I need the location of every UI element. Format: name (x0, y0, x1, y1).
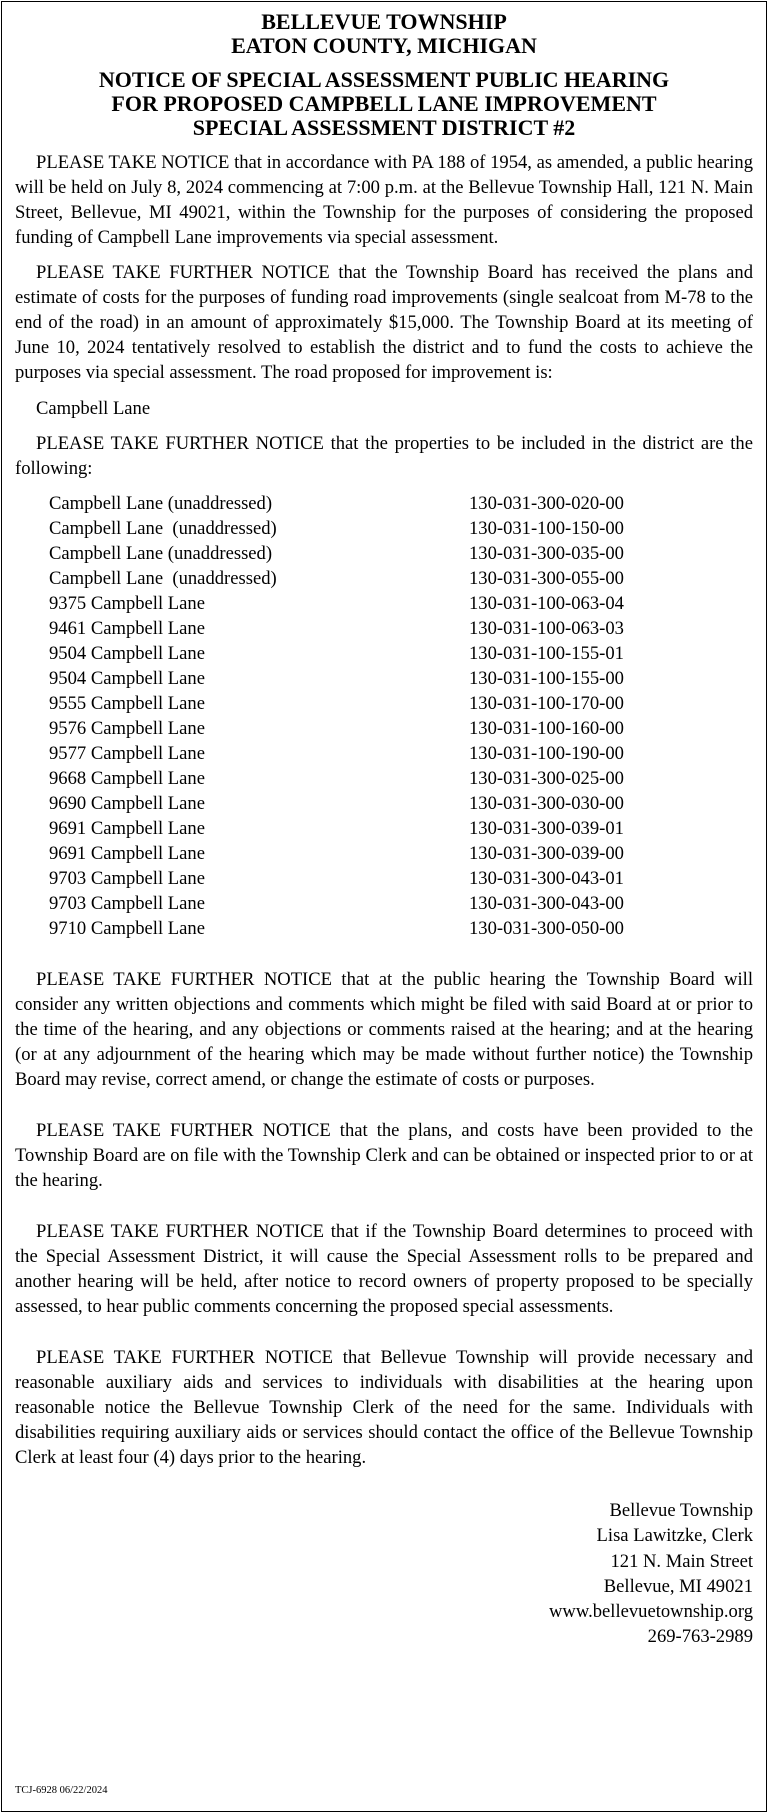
property-row (49, 741, 753, 766)
parcel-number: 130-031-300-039-00 (469, 843, 624, 864)
property-list (49, 491, 753, 941)
property-row (49, 516, 753, 541)
legal-notice (1, 1, 767, 1812)
property-address: 9691 Campbell Lane (49, 818, 205, 839)
property-address: 9690 Campbell Lane (49, 793, 205, 814)
properties-intro-paragraph: PLEASE TAKE FURTHER NOTICE that the properties to be included in the district are the following: (15, 433, 753, 479)
property-row (49, 716, 753, 741)
property-address: Campbell Lane (unaddressed) (49, 518, 277, 539)
property-row (49, 766, 753, 791)
property-row (49, 841, 753, 866)
property-row (49, 916, 753, 941)
property-address: 9703 Campbell Lane (49, 868, 205, 889)
property-row (49, 491, 753, 516)
property-row (49, 791, 753, 816)
property-row (49, 866, 753, 891)
parcel-number: 130-031-300-035-00 (469, 543, 624, 564)
property-address: Campbell Lane (unaddressed) (49, 493, 273, 514)
property-row (49, 816, 753, 841)
property-address: 9375 Campbell Lane (49, 593, 205, 614)
parcel-number: 130-031-100-150-00 (469, 518, 624, 539)
parcel-number: 130-031-300-025-00 (469, 768, 624, 789)
township-name: BELLEVUE TOWNSHIP (261, 9, 507, 34)
signature-city: Bellevue, MI 49021 (603, 1575, 753, 1597)
property-row (49, 541, 753, 566)
signature-street: 121 N. Main Street (610, 1550, 753, 1572)
parcel-number: 130-031-300-039-01 (469, 818, 624, 839)
property-address: 9577 Campbell Lane (49, 743, 205, 764)
property-row (49, 891, 753, 916)
disabilities-paragraph: PLEASE TAKE FURTHER NOTICE that Bellevue Township will provide necessary and reasonable auxiliary aids and services to individuals with disabilities at the hearing upon reasonable notice the Bellevue Township Clerk of the need for the same. Individuals with disabilities requiring auxiliary aids or services should contact the office of the Bellevue Township Clerk at least four (4) days prior to the hearing. (15, 1347, 753, 1468)
plans-on-file-paragraph: PLEASE TAKE FURTHER NOTICE that the plans, and costs have been provided to the Township Board are on file with the Township Clerk and can be obtained or inspected prior to or at the hearing. (15, 1120, 753, 1191)
parcel-number: 130-031-300-050-00 (469, 918, 624, 939)
property-address: 9461 Campbell Lane (49, 618, 205, 639)
property-address: 9576 Campbell Lane (49, 718, 205, 739)
signature-org: Bellevue Township (609, 1500, 753, 1521)
property-row (49, 591, 753, 616)
publication-code: TCJ-6928 06/22/2024 (15, 1785, 108, 1796)
property-row (49, 566, 753, 591)
parcel-number: 130-031-300-055-00 (469, 568, 624, 589)
parcel-number: 130-031-100-160-00 (469, 718, 624, 739)
hearing-notice-paragraph: PLEASE TAKE NOTICE that in accordance with PA 188 of 1954, as amended, a public hearing will be held on July 8, 2024 commencing at 7:00 p.m. at the Bellevue Township Hall, 121 N. Main Street, Bellevue, MI 49021, within the Township for the purposes of considering the proposed funding of Campbell Lane improvements via special assessment. (15, 152, 753, 248)
property-row (49, 691, 753, 716)
property-address: 9504 Campbell Lane (49, 643, 205, 664)
property-address: 9668 Campbell Lane (49, 768, 205, 789)
parcel-number: 130-031-300-043-00 (469, 893, 624, 914)
parcel-number: 130-031-100-063-04 (469, 593, 624, 614)
signature-phone: 269-763-2989 (647, 1626, 753, 1648)
property-row (49, 641, 753, 666)
signature-block (15, 1498, 753, 1650)
property-address: 9504 Campbell Lane (49, 668, 205, 689)
property-row (49, 616, 753, 641)
property-row (49, 666, 753, 691)
objections-paragraph: PLEASE TAKE FURTHER NOTICE that at the public hearing the Township Board will consider any written objections and comments which might be filed with said Board at or prior to the time of the hearing, and any objections or comments raised at the hearing; and at the hearing (or at any adjournment of the hearing which may be made without further notice) the Township Board may revise, correct amend, or change the estimate of costs or purposes. (15, 969, 753, 1090)
notice-title-line-1: NOTICE OF SPECIAL ASSESSMENT PUBLIC HEARING (98, 67, 670, 92)
assessment-rolls-paragraph: PLEASE TAKE FURTHER NOTICE that if the Township Board determines to proceed with the Special Assessment District, it will cause the Special Assessment rolls to be prepared and another hearing will be held, after notice to record owners of property proposed to be specially assessed, to hear public comments concerning the proposed special assessments. (15, 1221, 753, 1317)
signature-website: www.bellevuetownship.org (549, 1601, 753, 1623)
parcel-number: 130-031-100-190-00 (469, 743, 624, 764)
parcel-number: 130-031-100-170-00 (469, 693, 624, 714)
property-address: Campbell Lane (unaddressed) (49, 543, 273, 564)
property-address: 9710 Campbell Lane (49, 918, 205, 939)
notice-title-line-2: FOR PROPOSED CAMPBELL LANE IMPROVEMENT (111, 91, 657, 116)
property-address: Campbell Lane (unaddressed) (49, 568, 277, 589)
parcel-number: 130-031-300-043-01 (469, 868, 624, 889)
property-address: 9691 Campbell Lane (49, 843, 205, 864)
signature-clerk: Lisa Lawitzke, Clerk (596, 1525, 753, 1547)
property-address: 9555 Campbell Lane (49, 693, 205, 714)
county-name: EATON COUNTY, MICHIGAN (231, 33, 537, 58)
road-name: Campbell Lane (36, 398, 151, 419)
notice-title-line-3: SPECIAL ASSESSMENT DISTRICT #2 (192, 115, 576, 140)
parcel-number: 130-031-100-063-03 (469, 618, 624, 639)
property-address: 9703 Campbell Lane (49, 893, 205, 914)
parcel-number: 130-031-300-030-00 (469, 793, 624, 814)
parcel-number: 130-031-100-155-00 (469, 668, 624, 689)
cost-estimate-paragraph: PLEASE TAKE FURTHER NOTICE that the Township Board has received the plans and estimate of costs for the purposes of funding road improvements (single sealcoat from M-78 to the end of the road) in an amount of approximately $15,000. The Township Board at its meeting of June 10, 2024 tentatively resolved to establish the district and to fund the costs to achieve the purposes via special assessment. The road proposed for improvement is: (15, 262, 753, 383)
parcel-number: 130-031-100-155-01 (469, 643, 624, 664)
parcel-number: 130-031-300-020-00 (469, 493, 624, 514)
